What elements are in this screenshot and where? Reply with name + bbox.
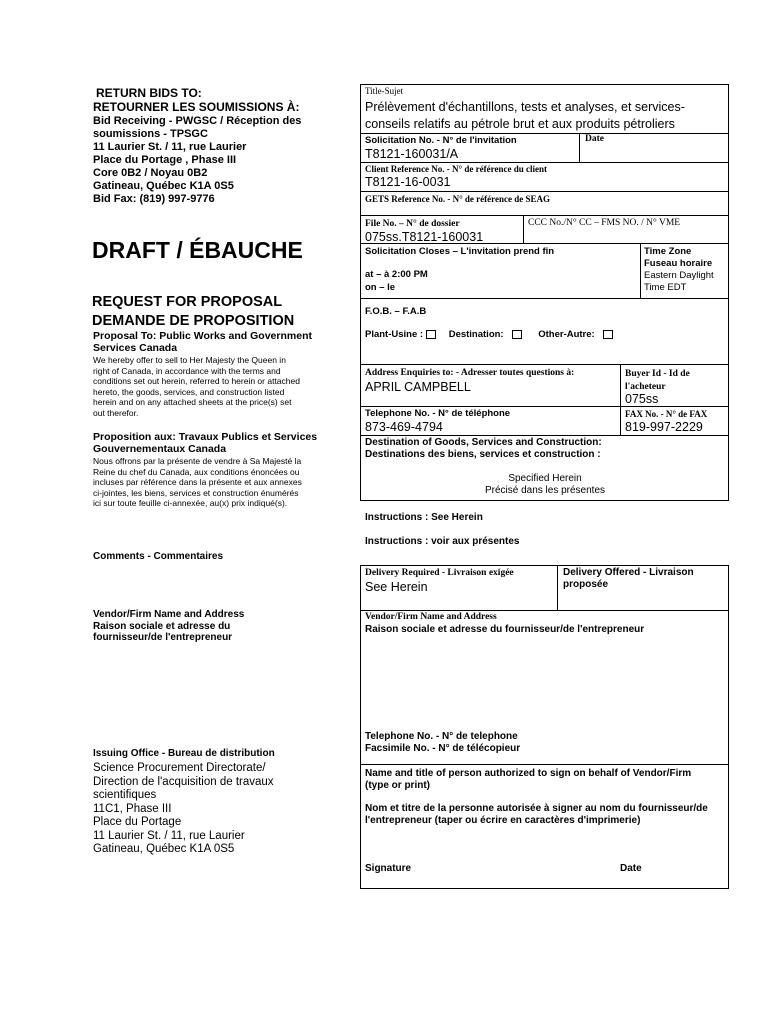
offer-line: herein and on any attached sheets at the price(s) set — [93, 397, 292, 407]
client-ref-label: Client Reference No. - N° de référence du client — [365, 164, 547, 174]
timezone-label-line: Time Zone — [644, 246, 692, 257]
closes-on: on – le — [365, 282, 396, 293]
timezone-value-line: Eastern Daylight — [644, 270, 714, 281]
offer-line: We hereby offer to sell to Her Majesty the Queen in — [93, 355, 286, 365]
address-line: Science Procurement Directorate/ — [93, 762, 266, 774]
instructions-en: Instructions : See Herein — [365, 512, 483, 523]
auth-line: l'entrepreneur (taper ou écrire en caractères d'imprimerie) — [365, 815, 641, 826]
instructions-fr: Instructions : voir aux présentes — [365, 536, 520, 547]
timezone-value — [644, 270, 714, 294]
vendor-phone-label: Telephone No. - N° de telephone — [365, 731, 518, 742]
fob-options — [365, 329, 613, 340]
auth-line: (type or print) — [365, 780, 430, 791]
destination-value — [361, 473, 729, 497]
offer-line: ci-jointes, les biens, services et construction énumérés — [93, 487, 299, 498]
address-line: scientifiques — [93, 789, 157, 801]
buyer-label — [625, 368, 690, 394]
address-line: Core 0B2 / Noyau 0B2 — [93, 167, 208, 179]
vendor-label-line: fournisseur/de l'entrepreneur — [93, 632, 233, 643]
return-bids-block — [93, 86, 299, 114]
offer-text-fr — [93, 456, 302, 509]
fob-plant-checkbox[interactable] — [426, 330, 436, 339]
date-label: Date — [585, 134, 604, 144]
auth-line: Nom et titre de la personne autorisée à signer au nom du fournisseur/de — [365, 803, 708, 814]
offer-line: ici sur toute feuille ci-annexée, au(x) prix indiqué(s). — [93, 498, 288, 508]
destination-label-line: Destination of Goods, Services and Construction: — [365, 437, 602, 448]
address-line: Direction de l'acquisition de travaux — [93, 775, 274, 788]
vendor-contact-labels — [365, 731, 520, 755]
delivery-offered-line: proposée — [563, 579, 609, 590]
offer-line: out therefor. — [93, 407, 139, 418]
delivery-offered-line: Delivery Offered - Livraison — [563, 567, 694, 578]
signature-date-label: Date — [620, 863, 642, 874]
phone-label: Telephone No. - N° de téléphone — [365, 408, 511, 419]
closes-at: at – à 2:00 PM — [365, 269, 428, 280]
client-ref-value: T8121-16-0031 — [365, 175, 451, 189]
offer-line: Reine du chef du Canada, aux conditions énoncées ou — [93, 466, 300, 477]
enquiries-label: Address Enquiries to: - Adresser toutes questions à: — [365, 368, 575, 378]
auth-line: Name and title of person authorized to sign on behalf of Vendor/Firm — [365, 768, 692, 779]
delivery-required-label: Delivery Required - Livraison exigée — [365, 568, 514, 578]
fob-label: F.O.B. – F.A.B — [365, 306, 427, 317]
fob-destination-label: Destination: — [448, 329, 504, 340]
proposal-to-line: Proposal To: Public Works and Government — [93, 330, 312, 342]
comments-label: Comments - Commentaires — [93, 551, 224, 562]
return-heading-fr: RETOURNER LES SOUMISSIONS À: — [93, 100, 300, 114]
fob-destination-checkbox[interactable] — [512, 330, 522, 339]
proposition-line: Proposition aux: Travaux Publics et Services — [93, 431, 318, 443]
title-line: Prélèvement d'échantillons, tests et analyses, et services- — [365, 100, 685, 114]
title-line: conseils relatifs au pétrole brut et aux produits pétroliers — [365, 117, 675, 131]
destination-label — [365, 437, 602, 461]
timezone-label-line: Fuseau horaire — [644, 258, 713, 269]
vendor-label-line: Vendor/Firm Name and Address — [93, 609, 245, 620]
ccc-label: CCC No./N° CC – FMS NO. / N° VME — [528, 218, 681, 228]
delivery-offered-label — [563, 567, 694, 591]
destination-value-line: Précisé dans les présentes — [484, 485, 606, 496]
authorized-name-label — [365, 768, 691, 792]
return-heading: RETURN BIDS TO: — [96, 86, 202, 100]
address-line: Place du Portage — [93, 816, 182, 828]
address-line: Gatineau, Québec K1A 0S5 — [93, 843, 235, 855]
timezone-label — [644, 246, 712, 270]
proposal-to — [93, 330, 312, 354]
title-label: Title-Sujet — [365, 86, 404, 96]
phone-value: 873-469-4794 — [365, 420, 443, 434]
address-line: 11C1, Phase III — [93, 802, 172, 815]
timezone-value-line: Time EDT — [644, 282, 687, 293]
vendor-label-left — [93, 609, 244, 644]
issuing-address — [93, 762, 274, 857]
fob-other-label: Other-Autre: — [538, 329, 595, 340]
proposal-to-line: Services Canada — [93, 342, 178, 354]
authorized-name-label-fr — [365, 803, 708, 827]
vendor-label-line: Raison sociale et adresse du — [93, 620, 231, 632]
address-line: Gatineau, Québec K1A 0S5 — [93, 180, 234, 192]
title-value — [365, 99, 685, 133]
fob-plant-label: Plant-Usine : — [365, 329, 424, 340]
buyer-value: 075ss — [625, 392, 659, 406]
address-line: soumissions - TPSGC — [93, 128, 208, 140]
proposition-to — [93, 431, 317, 455]
offer-line: conditions set out herein, referred to herein or attached — [93, 376, 300, 386]
gets-label: GETS Reference No. - N° de référence de SEAG — [365, 194, 550, 204]
fob-other-checkbox[interactable] — [603, 330, 613, 339]
offer-line: right of Canada, in accordance with the terms and — [93, 365, 281, 376]
rfp-title: REQUEST FOR PROPOSAL — [92, 294, 283, 310]
offer-line: hereto, the goods, services, and construction listed — [93, 386, 285, 397]
file-value: 075ss.T8121-160031 — [365, 230, 484, 244]
delivery-required-value: See Herein — [365, 580, 428, 594]
issuing-office-label: Issuing Office - Bureau de distribution — [93, 748, 275, 759]
closes-label: Solicitation Closes – L'invitation prend fin — [365, 246, 555, 257]
vendor-label: Vendor/Firm Name and Address — [365, 612, 497, 622]
destination-value-line: Specified Herein — [508, 473, 582, 484]
rfp-title-block — [92, 293, 294, 331]
bid-fax: Bid Fax: (819) 997-9776 — [93, 193, 215, 205]
address-line: Place du Portage , Phase III — [93, 154, 237, 166]
vendor-label-fr: Raison sociale et adresse du fournisseur/de l'entrepreneur — [365, 624, 645, 635]
return-address — [93, 115, 301, 206]
address-line: 11 Laurier St. / 11, rue Laurier — [93, 141, 247, 153]
buyer-label-line: Buyer Id - Id de — [625, 369, 690, 379]
proposition-line: Gouvernementaux Canada — [93, 443, 227, 455]
offer-line: Nous offrons par la présente de vendre à Sa Majesté la — [93, 456, 302, 466]
address-line: 11 Laurier St. / 11, rue Laurier — [93, 829, 245, 842]
draft-title: DRAFT / ÉBAUCHE — [92, 237, 303, 263]
vendor-fax-label: Facsimile No. - N° de télécopieur — [365, 743, 521, 754]
destination-label-line: Destinations des biens, services et construction : — [365, 449, 601, 460]
address-line: Bid Receiving - PWGSC / Réception des — [93, 115, 302, 127]
rfp-title-fr: DEMANDE DE PROPOSITION — [92, 313, 295, 329]
buyer-label-line: l'acheteur — [625, 382, 666, 392]
solicitation-label: Solicitation No. - N° de l'invitation — [365, 135, 517, 146]
fax-value: 819-997-2229 — [625, 420, 703, 434]
enquiries-value: APRIL CAMPBELL — [365, 380, 471, 394]
file-label: File No. – N° de dossier — [365, 219, 460, 229]
fax-label: FAX No. - N° de FAX — [625, 409, 708, 419]
offer-line: incluses par référence dans la présente et aux annexes — [93, 477, 302, 487]
signature-label: Signature — [365, 863, 412, 874]
solicitation-value: T8121-160031/A — [365, 147, 459, 161]
offer-text — [93, 355, 300, 418]
